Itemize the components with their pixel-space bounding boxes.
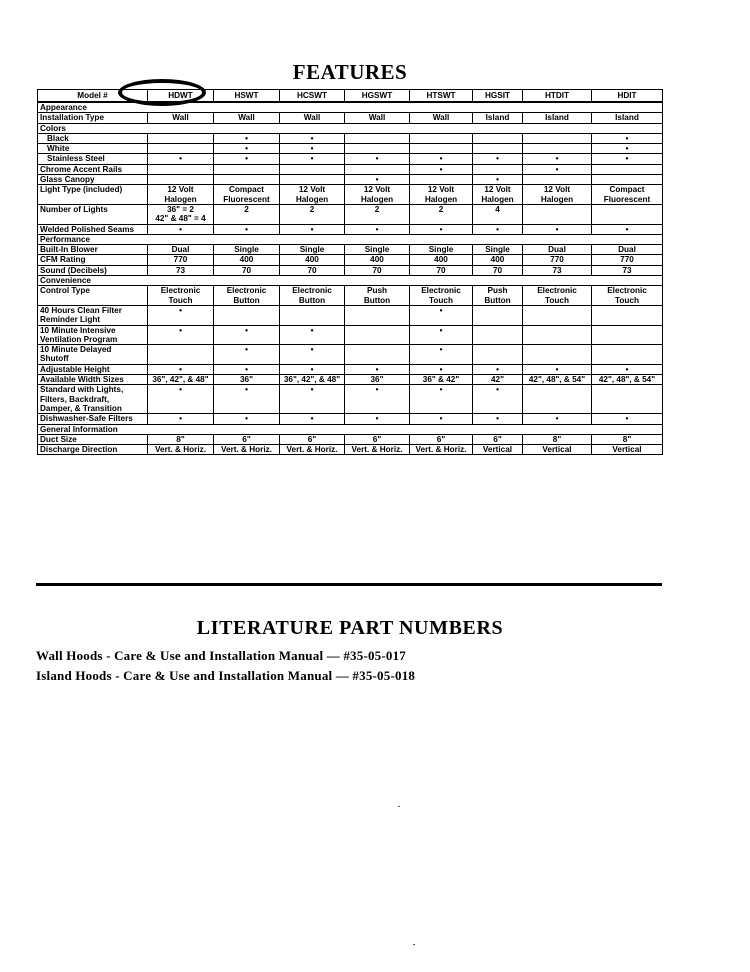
feature-label: 10 Minute Delayed Shutoff: [38, 345, 148, 365]
table-cell: Vertical: [523, 445, 592, 455]
table-cell: [410, 175, 473, 185]
empty-cell: [410, 123, 473, 133]
table-section-row: [38, 102, 663, 113]
features-table-body: [38, 102, 663, 455]
table-row: [38, 245, 663, 255]
empty-cell: [280, 424, 345, 434]
table-row: [38, 224, 663, 234]
section-label: Convenience: [38, 276, 148, 286]
empty-cell: [592, 424, 663, 434]
scan-speck: [413, 944, 415, 945]
table-cell: Dual: [592, 245, 663, 255]
empty-cell: [148, 424, 214, 434]
table-section-row: [38, 424, 663, 434]
table-cell: •: [523, 164, 592, 174]
table-row: [38, 133, 663, 143]
table-cell: •: [592, 414, 663, 424]
table-row: [38, 255, 663, 265]
table-cell: •: [345, 414, 410, 424]
table-row: [38, 414, 663, 424]
table-cell: •: [280, 133, 345, 143]
table-cell: [592, 164, 663, 174]
table-cell: [523, 325, 592, 345]
table-cell: •: [214, 154, 280, 164]
table-cell: 36", 42", & 48": [280, 375, 345, 385]
empty-cell: [280, 102, 345, 113]
table-cell: •: [280, 325, 345, 345]
table-cell: 8": [523, 434, 592, 444]
empty-cell: [280, 234, 345, 244]
table-cell: Island: [473, 113, 523, 123]
empty-cell: [280, 123, 345, 133]
feature-label: Number of Lights: [38, 204, 148, 224]
empty-cell: [410, 276, 473, 286]
table-cell: Wall: [410, 113, 473, 123]
table-cell: •: [410, 345, 473, 365]
column-header: HCSWT: [280, 90, 345, 103]
table-cell: 400: [410, 255, 473, 265]
empty-cell: [473, 102, 523, 113]
table-cell: •: [473, 385, 523, 414]
table-cell: 6": [280, 434, 345, 444]
table-cell: Dual: [148, 245, 214, 255]
empty-cell: [280, 276, 345, 286]
table-cell: Dual: [523, 245, 592, 255]
table-row: [38, 113, 663, 123]
table-cell: 6": [214, 434, 280, 444]
empty-cell: [214, 424, 280, 434]
column-header: HGSWT: [345, 90, 410, 103]
feature-label: Sound (Decibels): [38, 265, 148, 275]
table-cell: 2: [214, 204, 280, 224]
table-cell: 770: [523, 255, 592, 265]
table-cell: •: [523, 224, 592, 234]
empty-cell: [592, 234, 663, 244]
table-cell: 8": [592, 434, 663, 444]
table-cell: 36", 42", & 48": [148, 375, 214, 385]
column-header: HTSWT: [410, 90, 473, 103]
table-cell: [523, 204, 592, 224]
empty-cell: [214, 234, 280, 244]
table-cell: 2: [345, 204, 410, 224]
table-cell: •: [345, 175, 410, 185]
empty-cell: [592, 276, 663, 286]
table-cell: Push Button: [345, 286, 410, 306]
section-label: Appearance: [38, 102, 148, 113]
table-cell: •: [214, 385, 280, 414]
table-cell: •: [410, 154, 473, 164]
table-cell: •: [214, 364, 280, 374]
table-cell: •: [592, 144, 663, 154]
table-cell: [473, 325, 523, 345]
table-cell: 12 Volt Halogen: [410, 185, 473, 205]
table-row: [38, 375, 663, 385]
table-row: [38, 175, 663, 185]
table-cell: 70: [214, 265, 280, 275]
empty-cell: [473, 234, 523, 244]
table-cell: •: [280, 144, 345, 154]
table-cell: [592, 345, 663, 365]
table-cell: 36" & 42": [410, 375, 473, 385]
table-cell: Single: [280, 245, 345, 255]
table-row: [38, 144, 663, 154]
table-cell: Compact Fluorescent: [214, 185, 280, 205]
table-cell: •: [280, 385, 345, 414]
empty-cell: [523, 424, 592, 434]
empty-cell: [345, 102, 410, 113]
table-cell: 6": [345, 434, 410, 444]
table-cell: Wall: [345, 113, 410, 123]
table-cell: 70: [345, 265, 410, 275]
table-cell: Vert. & Horiz.: [280, 445, 345, 455]
table-cell: •: [592, 133, 663, 143]
literature-title: LITERATURE PART NUMBERS: [196, 617, 504, 639]
table-cell: •: [592, 154, 663, 164]
table-cell: 36" = 2 42" & 48" = 4: [148, 204, 214, 224]
table-cell: [473, 164, 523, 174]
table-cell: •: [473, 414, 523, 424]
empty-cell: [523, 276, 592, 286]
empty-cell: [473, 123, 523, 133]
feature-label: Chrome Accent Rails: [38, 164, 148, 174]
table-cell: [473, 345, 523, 365]
empty-cell: [345, 234, 410, 244]
table-cell: •: [280, 154, 345, 164]
table-cell: [523, 305, 592, 325]
table-cell: •: [410, 224, 473, 234]
section-label: Performance: [38, 234, 148, 244]
table-cell: [214, 164, 280, 174]
table-cell: •: [345, 154, 410, 164]
table-cell: [345, 133, 410, 143]
table-cell: 73: [523, 265, 592, 275]
table-cell: •: [280, 364, 345, 374]
feature-label: Dishwasher-Safe Filters: [38, 414, 148, 424]
table-cell: •: [473, 364, 523, 374]
table-cell: Single: [410, 245, 473, 255]
table-cell: •: [345, 385, 410, 414]
empty-cell: [523, 102, 592, 113]
table-section-row: [38, 123, 663, 133]
table-cell: 12 Volt Halogen: [280, 185, 345, 205]
table-cell: •: [148, 414, 214, 424]
table-cell: [148, 133, 214, 143]
table-cell: 8": [148, 434, 214, 444]
empty-cell: [345, 276, 410, 286]
table-row: [38, 445, 663, 455]
empty-cell: [148, 234, 214, 244]
feature-label: Black: [38, 133, 148, 143]
table-cell: [280, 164, 345, 174]
literature-line-wall-hoods: Wall Hoods - Care & Use and Installation Manual — #35-05-017: [36, 648, 407, 663]
table-cell: [280, 305, 345, 325]
table-cell: [592, 385, 663, 414]
feature-label: Control Type: [38, 286, 148, 306]
table-row: [38, 345, 663, 365]
empty-cell: [410, 102, 473, 113]
feature-label: Welded Polished Seams: [38, 224, 148, 234]
column-header: HSWT: [214, 90, 280, 103]
table-cell: [592, 305, 663, 325]
table-row: [38, 364, 663, 374]
table-cell: 70: [280, 265, 345, 275]
table-cell: Island: [523, 113, 592, 123]
table-cell: [592, 204, 663, 224]
table-cell: •: [345, 364, 410, 374]
table-cell: [523, 175, 592, 185]
table-cell: •: [410, 305, 473, 325]
table-cell: •: [345, 224, 410, 234]
empty-cell: [473, 276, 523, 286]
feature-label: Standard with Lights, Filters, Backdraft, Damper, & Transition: [38, 385, 148, 414]
table-row: [38, 204, 663, 224]
table-cell: •: [523, 414, 592, 424]
table-cell: 12 Volt Halogen: [473, 185, 523, 205]
table-cell: •: [410, 164, 473, 174]
table-cell: 12 Volt Halogen: [523, 185, 592, 205]
empty-cell: [214, 123, 280, 133]
table-cell: [523, 144, 592, 154]
table-cell: •: [214, 144, 280, 154]
feature-label: Glass Canopy: [38, 175, 148, 185]
column-header: HDIT: [592, 90, 663, 103]
table-cell: Vertical: [592, 445, 663, 455]
features-title: FEATURES: [292, 60, 408, 84]
features-table: [37, 89, 663, 455]
table-row: [38, 286, 663, 306]
table-cell: Wall: [280, 113, 345, 123]
table-cell: Single: [345, 245, 410, 255]
scan-speck: [398, 806, 400, 807]
feature-label: 40 Hours Clean Filter Reminder Light: [38, 305, 148, 325]
table-cell: 400: [214, 255, 280, 265]
table-cell: Vert. & Horiz.: [214, 445, 280, 455]
empty-cell: [592, 102, 663, 113]
table-cell: 12 Volt Halogen: [148, 185, 214, 205]
table-cell: [214, 175, 280, 185]
table-cell: [523, 133, 592, 143]
table-row: [38, 164, 663, 174]
table-section-row: [38, 234, 663, 244]
table-cell: Electronic Touch: [523, 286, 592, 306]
table-cell: 36": [214, 375, 280, 385]
feature-label: Light Type (included): [38, 185, 148, 205]
empty-cell: [473, 424, 523, 434]
table-cell: Push Button: [473, 286, 523, 306]
empty-cell: [214, 102, 280, 113]
table-cell: Electronic Touch: [148, 286, 214, 306]
table-cell: •: [214, 325, 280, 345]
table-row: [38, 154, 663, 164]
table-cell: •: [523, 364, 592, 374]
table-header-row: [38, 90, 663, 103]
table-cell: •: [523, 154, 592, 164]
table-cell: [410, 144, 473, 154]
table-cell: •: [214, 414, 280, 424]
table-cell: [345, 305, 410, 325]
table-cell: 70: [473, 265, 523, 275]
column-header: HDWT: [148, 90, 214, 103]
table-cell: [345, 325, 410, 345]
table-cell: 400: [345, 255, 410, 265]
table-cell: Compact Fluorescent: [592, 185, 663, 205]
column-header: Model #: [38, 90, 148, 103]
table-cell: 42": [473, 375, 523, 385]
table-cell: 42", 48", & 54": [523, 375, 592, 385]
empty-cell: [345, 123, 410, 133]
feature-label: Available Width Sizes: [38, 375, 148, 385]
table-cell: •: [280, 414, 345, 424]
feature-label: Discharge Direction: [38, 445, 148, 455]
table-row: [38, 265, 663, 275]
table-cell: Wall: [148, 113, 214, 123]
feature-label: CFM Rating: [38, 255, 148, 265]
table-cell: Vert. & Horiz.: [410, 445, 473, 455]
table-cell: Electronic Button: [280, 286, 345, 306]
empty-cell: [523, 234, 592, 244]
table-cell: Electronic Button: [214, 286, 280, 306]
empty-cell: [214, 276, 280, 286]
table-cell: 42", 48", & 54": [592, 375, 663, 385]
table-cell: [473, 133, 523, 143]
feature-label: Built-In Blower: [38, 245, 148, 255]
table-cell: •: [214, 224, 280, 234]
table-cell: 770: [592, 255, 663, 265]
table-cell: •: [410, 325, 473, 345]
table-cell: •: [592, 364, 663, 374]
table-cell: 6": [473, 434, 523, 444]
table-cell: [280, 175, 345, 185]
empty-cell: [410, 424, 473, 434]
table-cell: Vert. & Horiz.: [148, 445, 214, 455]
table-cell: [523, 345, 592, 365]
table-cell: •: [148, 364, 214, 374]
table-cell: [148, 164, 214, 174]
table-cell: [214, 305, 280, 325]
table-cell: •: [280, 345, 345, 365]
table-cell: [410, 133, 473, 143]
feature-label: White: [38, 144, 148, 154]
table-cell: [148, 144, 214, 154]
table-cell: 4: [473, 204, 523, 224]
table-cell: [473, 144, 523, 154]
table-cell: Vert. & Horiz.: [345, 445, 410, 455]
feature-label: Adjustable Height: [38, 364, 148, 374]
empty-cell: [148, 102, 214, 113]
table-cell: Electronic Touch: [410, 286, 473, 306]
table-cell: •: [410, 414, 473, 424]
section-divider: [36, 583, 662, 586]
table-cell: Island: [592, 113, 663, 123]
table-cell: [148, 175, 214, 185]
empty-cell: [148, 123, 214, 133]
table-cell: •: [148, 224, 214, 234]
table-cell: •: [214, 345, 280, 365]
table-cell: •: [473, 175, 523, 185]
table-cell: 400: [473, 255, 523, 265]
table-cell: [473, 305, 523, 325]
table-row: [38, 385, 663, 414]
table-cell: 73: [592, 265, 663, 275]
table-cell: 770: [148, 255, 214, 265]
table-cell: 400: [280, 255, 345, 265]
table-cell: 2: [410, 204, 473, 224]
feature-label: Stainless Steel: [38, 154, 148, 164]
section-label: Colors: [38, 123, 148, 133]
table-cell: [345, 164, 410, 174]
feature-label: Duct Size: [38, 434, 148, 444]
table-cell: •: [592, 224, 663, 234]
table-cell: 73: [148, 265, 214, 275]
table-cell: •: [148, 154, 214, 164]
table-cell: 6": [410, 434, 473, 444]
literature-line-island-hoods: Island Hoods - Care & Use and Installation Manual — #35-05-018: [36, 668, 416, 683]
empty-cell: [592, 123, 663, 133]
table-cell: 2: [280, 204, 345, 224]
table-cell: •: [148, 325, 214, 345]
feature-label: 10 Minute Intensive Ventilation Program: [38, 325, 148, 345]
empty-cell: [410, 234, 473, 244]
table-cell: [592, 175, 663, 185]
table-cell: •: [148, 385, 214, 414]
table-cell: •: [473, 154, 523, 164]
table-cell: •: [473, 224, 523, 234]
empty-cell: [523, 123, 592, 133]
section-label: General Information: [38, 424, 148, 434]
table-cell: 70: [410, 265, 473, 275]
table-row: [38, 185, 663, 205]
table-cell: Wall: [214, 113, 280, 123]
table-row: [38, 325, 663, 345]
empty-cell: [345, 424, 410, 434]
table-cell: Single: [214, 245, 280, 255]
feature-label: Installation Type: [38, 113, 148, 123]
table-cell: [345, 144, 410, 154]
table-cell: 36": [345, 375, 410, 385]
table-cell: 12 Volt Halogen: [345, 185, 410, 205]
table-cell: Vertical: [473, 445, 523, 455]
column-header: HTDIT: [523, 90, 592, 103]
table-cell: Single: [473, 245, 523, 255]
table-cell: •: [280, 224, 345, 234]
table-cell: •: [148, 305, 214, 325]
column-header: HGSIT: [473, 90, 523, 103]
table-cell: •: [214, 133, 280, 143]
table-cell: [345, 345, 410, 365]
table-section-row: [38, 276, 663, 286]
table-cell: [592, 325, 663, 345]
table-cell: •: [410, 385, 473, 414]
table-cell: •: [410, 364, 473, 374]
table-row: [38, 434, 663, 444]
table-cell: Electronic Touch: [592, 286, 663, 306]
table-cell: [523, 385, 592, 414]
table-row: [38, 305, 663, 325]
empty-cell: [148, 276, 214, 286]
table-cell: [148, 345, 214, 365]
